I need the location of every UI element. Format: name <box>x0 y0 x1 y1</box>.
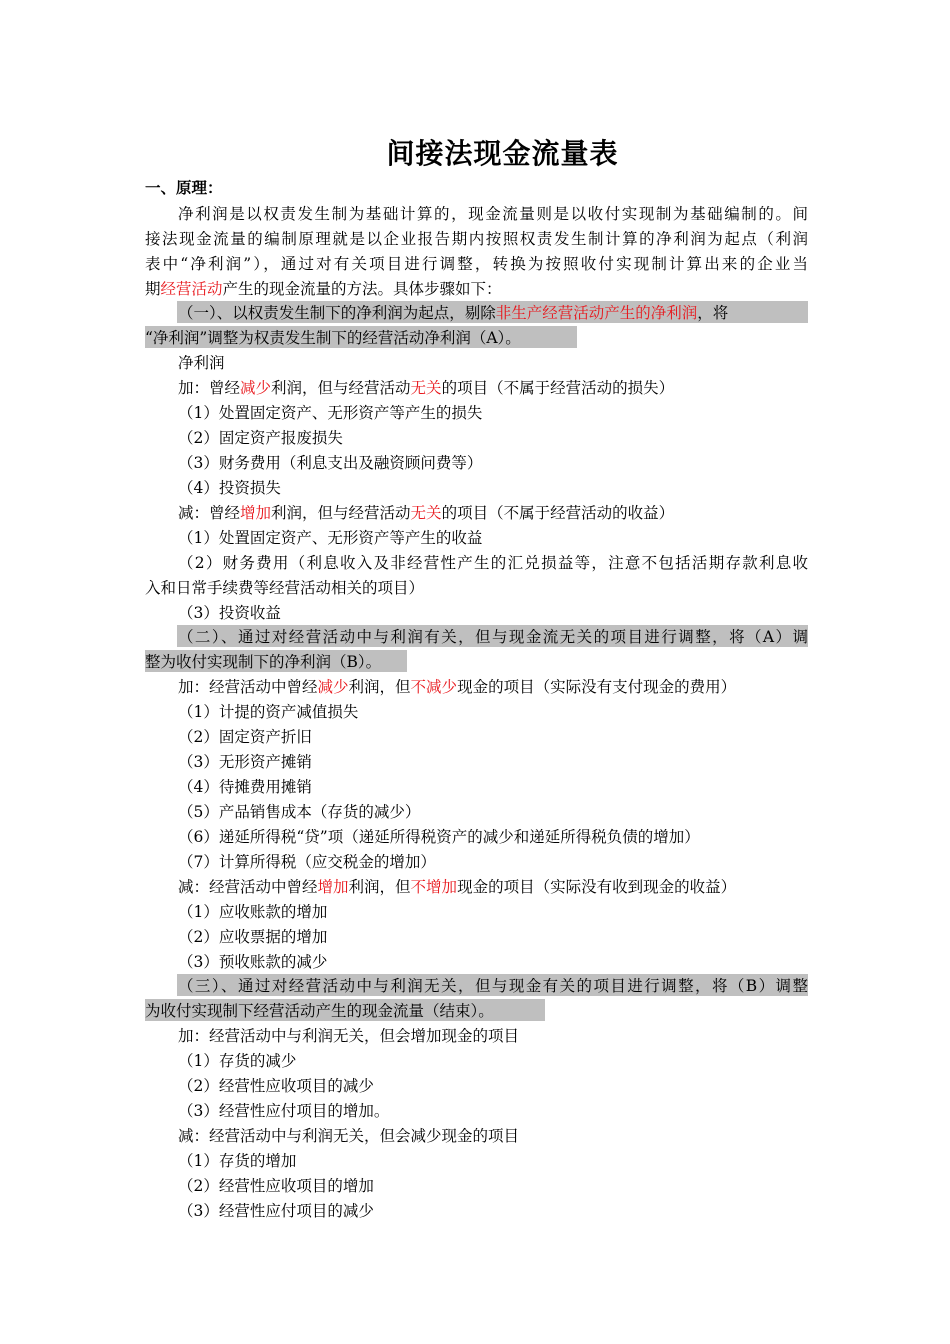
step2-add-line <box>178 677 841 697</box>
step-text: （一）、以权责发生制下的净利润为起点，剔除 <box>178 304 496 322</box>
page-title: 间接法现金流量表 <box>386 137 619 170</box>
sub-text: 减：经营活动中曾经 <box>178 878 318 896</box>
list-item: （3）投资收益 <box>178 604 281 622</box>
step2-sub-line <box>178 877 841 897</box>
step3-add-line: 加：经营活动中与利润无关，但会增加现金的项目 <box>178 1027 520 1045</box>
list-item: （3）财务费用（利息支出及融资顾问费等） <box>178 454 483 472</box>
emphasis-text: 不减少 <box>410 678 458 696</box>
step3-heading-line-1: （三）、通过对经营活动中与利润无关，但与现金有关的项目进行调整，将（B）调整 <box>178 977 808 995</box>
emphasis-text: 经营活动 <box>160 280 223 298</box>
emphasis-text: 增加 <box>240 504 272 522</box>
list-item: （3）经营性应付项目的增加。 <box>178 1102 390 1120</box>
sub-text: 减：曾经 <box>178 504 241 522</box>
step1-sub-line <box>178 503 841 523</box>
add-text: 加：经营活动中曾经 <box>178 678 318 696</box>
add-text: 加：曾经 <box>178 379 241 397</box>
step1-heading-line-1 <box>145 303 808 323</box>
list-item: （3）预收账款的减少 <box>178 953 328 971</box>
emphasis-text: 减少 <box>240 379 272 397</box>
list-item: （2）应收票据的增加 <box>178 928 328 946</box>
intro-line-4 <box>145 279 808 299</box>
intro-line-1: 净利润是以权责发生制为基础计算的，现金流量则是以收付实现制为基础编制的。间 <box>178 205 808 223</box>
list-item: （3）无形资产摊销 <box>178 753 312 771</box>
step3-heading-line-2: 为收付实现制下经营活动产生的现金流量（结束）。 <box>145 1002 494 1020</box>
add-text: 现金的项目（实际没有支付现金的费用） <box>457 678 737 696</box>
intro-line-3: 表中“净利润”），通过对有关项目进行调整，转换为按照收付实现制计算出来的企业当 <box>145 255 808 273</box>
emphasis-text: 增加 <box>317 878 349 896</box>
list-item: （2）经营性应收项目的增加 <box>178 1177 374 1195</box>
intro-text: 产生的现金流量的方法。具体步骤如下： <box>222 280 502 298</box>
net-profit-label: 净利润 <box>178 354 225 372</box>
step2-heading-line-1: （二）、通过对经营活动中与利润有关，但与现金流无关的项目进行调整，将（A）调 <box>178 628 808 646</box>
list-item: （1）计提的资产减值损失 <box>178 703 359 721</box>
emphasis-text: 非生产经营活动产生的净利润 <box>495 304 698 322</box>
list-item: （1）存货的减少 <box>178 1052 297 1070</box>
sub-text: 的项目（不属于经营活动的收益） <box>441 504 675 522</box>
list-item-continued: 入和日常手续费等经营活动相关的项目） <box>145 579 425 597</box>
add-text: 利润，但 <box>348 678 411 696</box>
emphasis-text: 不增加 <box>410 878 458 896</box>
list-item: （1）处置固定资产、无形资产等产生的损失 <box>178 404 483 422</box>
emphasis-text: 无关 <box>410 379 442 397</box>
sub-text: 利润，但与经营活动 <box>271 504 411 522</box>
step3-sub-line: 减：经营活动中与利润无关，但会减少现金的项目 <box>178 1127 520 1145</box>
step2-heading-line-2: 整为收付实现制下的净利润（B）。 <box>145 653 382 671</box>
list-item: （7）计算所得税（应交税金的增加） <box>178 853 436 871</box>
section-heading: 一、原理： <box>145 179 223 197</box>
emphasis-text: 无关 <box>410 504 442 522</box>
sub-text: 现金的项目（实际没有收到现金的收益） <box>457 878 737 896</box>
list-item: （1）存货的增加 <box>178 1152 297 1170</box>
step1-heading-line-2: “净利润”调整为权责发生制下的经营活动净利润（A）。 <box>145 329 521 347</box>
list-item: （2）经营性应收项目的减少 <box>178 1077 374 1095</box>
add-text: 利润，但与经营活动 <box>271 379 411 397</box>
list-item: （2）财务费用（利息收入及非经营性产生的汇兑损益等，注意不包括活期存款利息收 <box>178 554 808 572</box>
add-text: 的项目（不属于经营活动的损失） <box>441 379 675 397</box>
list-item: （6）递延所得税“贷”项（递延所得税资产的减少和递延所得税负债的增加） <box>178 828 700 846</box>
list-item: （4）投资损失 <box>178 479 281 497</box>
sub-text: 利润，但 <box>348 878 411 896</box>
intro-text: 期 <box>145 280 161 298</box>
list-item: （2）固定资产报废损失 <box>178 429 343 447</box>
list-item: （5）产品销售成本（存货的减少） <box>178 803 421 821</box>
emphasis-text: 减少 <box>317 678 349 696</box>
list-item: （4）待摊费用摊销 <box>178 778 312 796</box>
step-text: ，将 <box>697 304 729 322</box>
list-item: （3）经营性应付项目的减少 <box>178 1202 374 1220</box>
intro-line-2: 接法现金流量的编制原理就是以企业报告期内按照权责发生制计算的净利润为起点（利润 <box>145 230 808 248</box>
step1-add-line <box>178 378 841 398</box>
list-item: （1）处置固定资产、无形资产等产生的收益 <box>178 529 483 547</box>
list-item: （2）固定资产折旧 <box>178 728 312 746</box>
list-item: （1）应收账款的增加 <box>178 903 328 921</box>
